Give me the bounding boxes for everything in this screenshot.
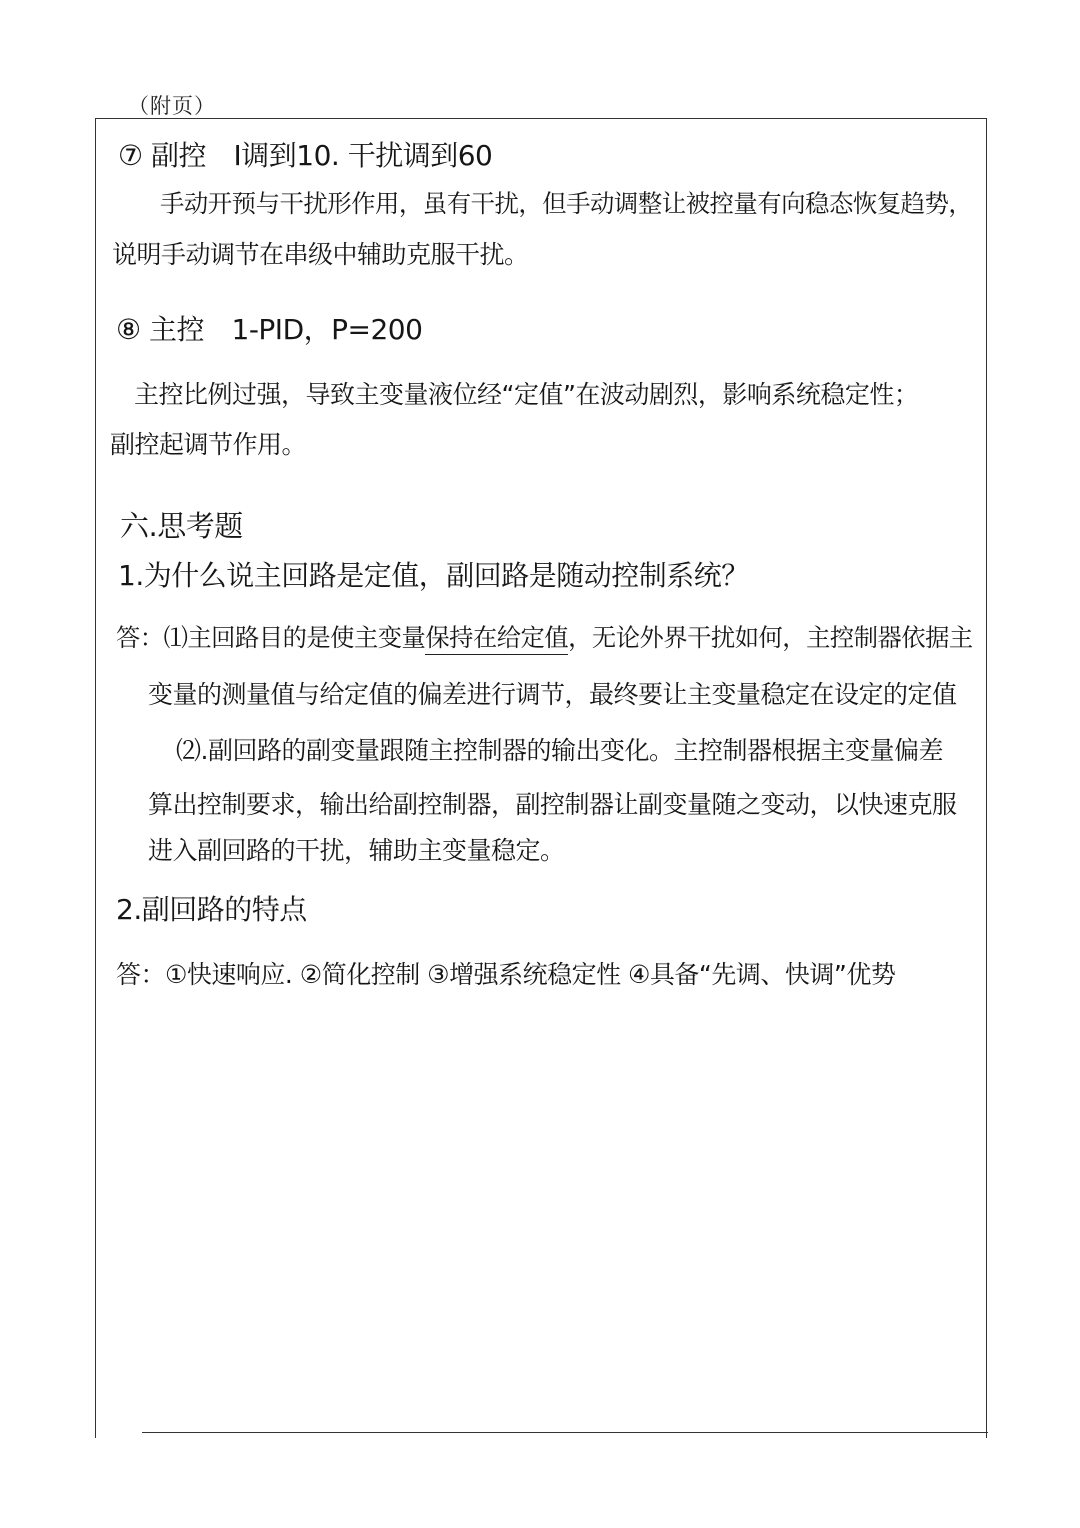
answer1-line3: ⑵.副回路的副变量跟随主控制器的输出变化。主控制器根据主变量偏差	[176, 736, 943, 765]
answer2: 答：①快速响应. ②简化控制 ③增强系统稳定性 ④具备“先调、快调”优势	[116, 960, 896, 989]
question1: 1.为什么说主回路是定值，副回路是随动控制系统？	[118, 559, 749, 592]
section7-heading: ⑦ 副控 I调到10. 干扰调到60	[118, 139, 493, 172]
section6-heading: 六.思考题	[120, 509, 243, 543]
section8-heading: ⑧ 主控 1-PID，P=200	[116, 313, 423, 346]
answer1-line1-suffix: ，无论外界干扰如何，主控制器依据主	[568, 623, 973, 652]
answer1-line1-prefix: 答：⑴主回路目的是使主变量	[116, 623, 426, 652]
section8-line2: 副控起调节作用。	[110, 430, 307, 459]
frame-bottom-rule	[142, 1432, 988, 1433]
answer1-underlined-phrase: 保持在给定值	[425, 623, 568, 655]
section7-line2: 说明手动调节在串级中辅助克服干扰。	[112, 240, 529, 269]
answer1-line5: 进入副回路的干扰，辅助主变量稳定。	[148, 836, 565, 865]
question2: 2.副回路的特点	[116, 893, 307, 926]
page-header-label: （附页）	[128, 94, 216, 118]
section7-line1: 手动开预与干扰形作用，虽有干扰，但手动调整让被控量有向稳态恢复趋势，	[160, 189, 973, 218]
answer1-line2: 变量的测量值与给定值的偏差进行调节，最终要让主变量稳定在设定的定值	[148, 680, 957, 709]
section8-line1: 主控比例过强，导致主变量液位经“定值”在波动剧烈，影响系统稳定性；	[134, 380, 919, 409]
answer1-line4: 算出控制要求，输出给副控制器，副控制器让副变量随之变动，以快速克服	[148, 790, 957, 819]
answer1-line1	[116, 623, 973, 652]
